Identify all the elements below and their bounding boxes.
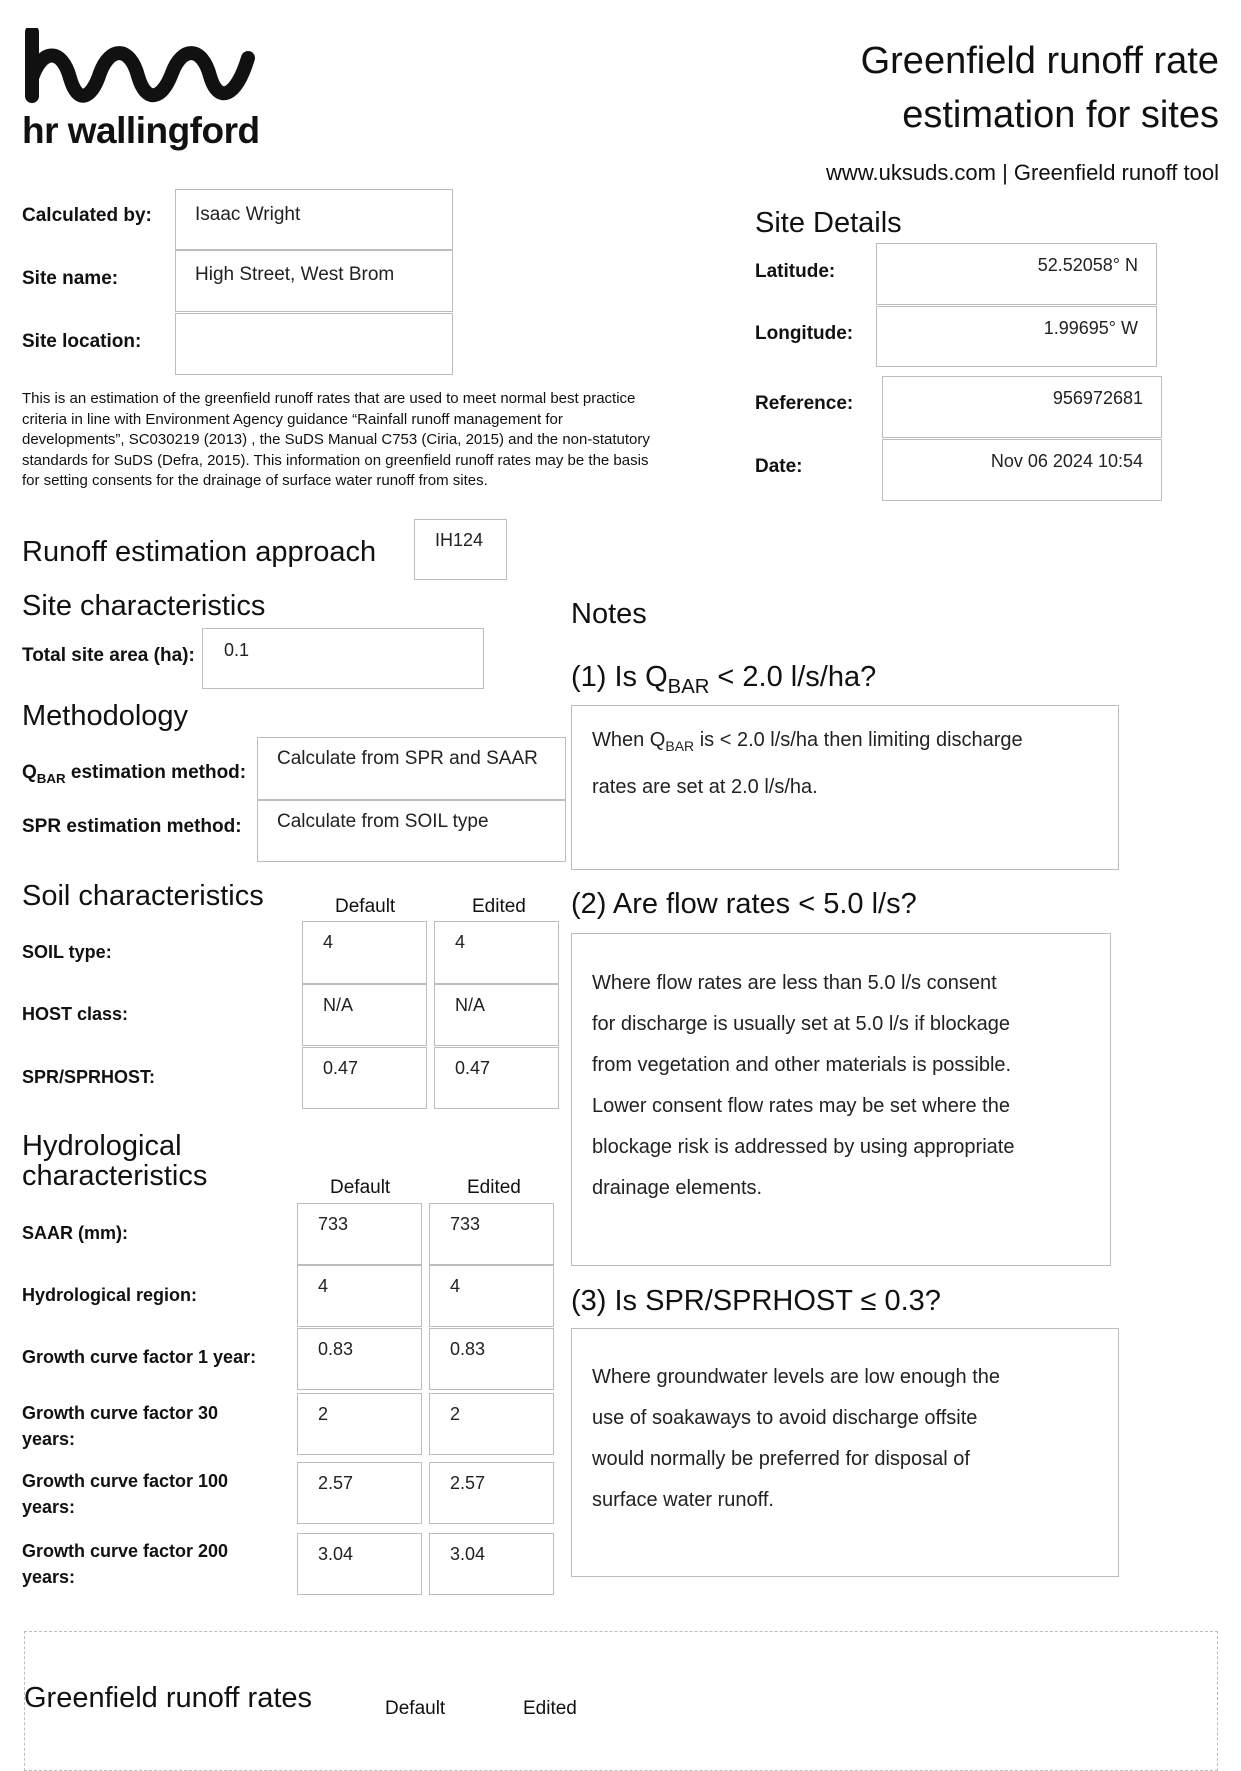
host-class-edited-value: N/A: [455, 995, 486, 1015]
disclaimer: [22, 389, 757, 492]
date-label: Date:: [755, 456, 803, 477]
soil-type-label: SOIL type:: [22, 942, 112, 962]
site-area-value: 0.1: [224, 640, 250, 660]
host-class-label: HOST class:: [22, 1004, 129, 1024]
approach-value: IH124: [435, 530, 484, 550]
host-class-default-value: N/A: [323, 995, 354, 1015]
saar-default-value: 733: [318, 1214, 349, 1234]
note3-line: Where groundwater levels are low enough the: [592, 1366, 1001, 1388]
hydro-heading-line1: Hydrological: [22, 1130, 182, 1162]
disclaimer-line: for setting consents for the drainage of surface water runoff from sites.: [22, 472, 488, 489]
soil-type-default[interactable]: [302, 921, 427, 984]
qbar-label-q: Q: [22, 762, 37, 783]
soil-edited-header: Edited: [472, 896, 526, 917]
latitude-field[interactable]: [876, 243, 1157, 305]
gcf-100-label: [22, 1468, 228, 1520]
runoff-rates-heading: Greenfield runoff rates: [24, 1682, 313, 1714]
hydro-heading-line2: characteristics: [22, 1160, 208, 1192]
gcf-200-edited[interactable]: [429, 1533, 554, 1595]
gcf-30-edited[interactable]: [429, 1393, 554, 1455]
note1-line-pre: When Q: [592, 729, 666, 751]
note1-heading: [571, 661, 876, 699]
disclaimer-line: This is an estimation of the greenfield runoff rates that are used to meet normal best practice: [22, 390, 636, 407]
note1-line: [592, 720, 1102, 767]
runoff-default-header: Default: [385, 1698, 446, 1719]
gcf-1-default[interactable]: [297, 1328, 422, 1390]
site-location-label: Site location:: [22, 331, 142, 352]
qbar-label-sub: BAR: [36, 770, 66, 786]
gcf-100-label-line1: Growth curve factor 100: [22, 1471, 229, 1491]
calculated-by-field[interactable]: [175, 189, 453, 250]
page-title-line2: estimation for sites: [902, 94, 1219, 136]
spr-method-label: SPR estimation method:: [22, 816, 242, 837]
note1-box: [571, 705, 1119, 870]
saar-label: SAAR (mm):: [22, 1223, 128, 1243]
soil-heading: Soil characteristics: [22, 880, 264, 912]
longitude-value: 1.99695° W: [1043, 318, 1138, 338]
latitude-value: 52.52058° N: [1037, 255, 1138, 275]
note2-line: Where flow rates are less than 5.0 l/s consent: [592, 972, 997, 994]
gcf-30-label-line1: Growth curve factor 30: [22, 1403, 219, 1423]
note2-heading: (2) Are flow rates < 5.0 l/s?: [571, 888, 917, 920]
hydro-region-edited[interactable]: [429, 1265, 554, 1327]
soil-type-edited[interactable]: [434, 921, 559, 984]
soil-default-header: Default: [335, 896, 396, 917]
host-class-edited[interactable]: [434, 984, 559, 1046]
gcf-200-default[interactable]: [297, 1533, 422, 1595]
methodology-heading: Methodology: [22, 700, 189, 732]
latitude-label: Latitude:: [755, 261, 836, 282]
gcf-1-edited-value: 0.83: [450, 1339, 486, 1359]
hydro-edited-header: Edited: [467, 1177, 521, 1198]
wave-logo-icon: [22, 28, 262, 104]
gcf-200-edited-value: 3.04: [450, 1544, 486, 1564]
disclaimer-line: developments”, SC030219 (2013) , the SuDS Manual C753 (Ciria, 2015) and the non-statutory: [22, 431, 650, 448]
note1-line-sub: BAR: [665, 738, 695, 754]
longitude-label: Longitude:: [755, 323, 854, 344]
gcf-100-edited-value: 2.57: [450, 1473, 486, 1493]
note2-line: Lower consent flow rates may be set where the: [592, 1095, 1010, 1117]
qbar-method-label: [22, 762, 246, 786]
hydro-default-header: Default: [330, 1177, 391, 1198]
saar-edited[interactable]: [429, 1203, 554, 1265]
spr-sprhost-default-value: 0.47: [323, 1058, 359, 1078]
longitude-field[interactable]: [876, 306, 1157, 367]
site-details-heading: Site Details: [755, 207, 902, 239]
gcf-200-label-line2: years:: [22, 1567, 76, 1587]
site-name-field[interactable]: [175, 250, 453, 312]
spr-method-field[interactable]: [257, 800, 566, 862]
note1-line: rates are set at 2.0 l/s/ha.: [592, 776, 818, 798]
note2-line: from vegetation and other materials is possible.: [592, 1054, 1012, 1076]
reference-value: 956972681: [1052, 388, 1143, 408]
note1-text: [592, 720, 1102, 808]
reference-label: Reference:: [755, 393, 854, 414]
disclaimer-line: standards for SuDS (Defra, 2015). This information on greenfield runoff rates may be the basis: [22, 451, 649, 469]
gcf-1-edited[interactable]: [429, 1328, 554, 1390]
note2-text: [592, 963, 1102, 1209]
qbar-label-post: estimation method:: [65, 762, 247, 783]
note1-heading-post: < 2.0 l/s/ha?: [709, 661, 877, 693]
saar-default[interactable]: [297, 1203, 422, 1265]
hydro-region-default[interactable]: [297, 1265, 422, 1327]
gcf-200-label: [22, 1538, 228, 1590]
note2-line: blockage risk is addressed by using appropriate: [592, 1136, 1015, 1158]
page-title-line1: Greenfield runoff rate: [860, 40, 1219, 82]
note3-line: surface water runoff.: [592, 1489, 774, 1511]
host-class-default[interactable]: [302, 984, 427, 1046]
soil-type-default-value: 4: [323, 932, 334, 952]
gcf-1-label: Growth curve factor 1 year:: [22, 1347, 257, 1367]
site-area-field[interactable]: [202, 628, 484, 689]
site-location-field[interactable]: [175, 313, 453, 375]
hydro-region-label: Hydrological region:: [22, 1285, 198, 1305]
hydro-region-edited-value: 4: [450, 1276, 461, 1296]
site-area-label: Total site area (ha):: [22, 645, 195, 666]
gcf-30-label: [22, 1400, 218, 1452]
note3-box: [571, 1328, 1119, 1577]
qbar-method-field[interactable]: [257, 737, 566, 800]
gcf-200-default-value: 3.04: [318, 1544, 354, 1564]
gcf-200-label-line1: Growth curve factor 200: [22, 1541, 229, 1561]
spr-sprhost-default[interactable]: [302, 1047, 427, 1109]
date-field[interactable]: [882, 439, 1162, 501]
site-name-label: Site name:: [22, 268, 119, 289]
brand-name: hr wallingford: [22, 110, 260, 151]
note1-heading-sub: BAR: [667, 675, 710, 698]
reference-field[interactable]: [882, 376, 1162, 438]
calculated-by-label: Calculated by:: [22, 205, 152, 226]
saar-edited-value: 733: [450, 1214, 481, 1234]
spr-sprhost-edited[interactable]: [434, 1047, 559, 1109]
hydro-region-default-value: 4: [318, 1276, 329, 1296]
note2-box: [571, 933, 1111, 1266]
note3-line: use of soakaways to avoid discharge offsite: [592, 1407, 978, 1429]
gcf-1-default-value: 0.83: [318, 1339, 354, 1359]
note3-line: would normally be preferred for disposal of: [592, 1448, 970, 1470]
note1-heading-pre: (1) Is Q: [571, 661, 668, 693]
note3-heading: (3) Is SPR/SPRHOST ≤ 0.3?: [571, 1285, 941, 1317]
spr-method-value: Calculate from SOIL type: [277, 811, 489, 832]
note2-line: drainage elements.: [592, 1177, 763, 1199]
gcf-30-label-line2: years:: [22, 1429, 76, 1449]
site-name-value: High Street, West Brom: [195, 264, 395, 285]
note3-text: [592, 1357, 1102, 1521]
gcf-30-default-value: 2: [318, 1404, 329, 1424]
note2-line: for discharge is usually set at 5.0 l/s if blockage: [592, 1013, 1010, 1035]
note1-line-post: is < 2.0 l/s/ha then limiting discharge: [694, 729, 1023, 751]
disclaimer-line: criteria in line with Environment Agency guidance “Rainfall runoff management for: [22, 410, 563, 428]
runoff-edited-header: Edited: [523, 1698, 577, 1719]
approach-label: Runoff estimation approach: [22, 536, 377, 568]
page-subtitle: www.uksuds.com | Greenfield runoff tool: [826, 160, 1219, 185]
site-characteristics-heading: Site characteristics: [22, 590, 266, 622]
approach-field[interactable]: [414, 519, 507, 580]
gcf-100-edited[interactable]: [429, 1462, 554, 1524]
notes-heading: Notes: [571, 598, 647, 630]
gcf-100-default[interactable]: [297, 1462, 422, 1524]
gcf-30-edited-value: 2: [450, 1404, 461, 1424]
spr-sprhost-edited-value: 0.47: [455, 1058, 491, 1078]
gcf-100-default-value: 2.57: [318, 1473, 354, 1493]
date-value: Nov 06 2024 10:54: [990, 451, 1143, 471]
qbar-method-value: Calculate from SPR and SAAR: [277, 748, 538, 769]
gcf-30-default[interactable]: [297, 1393, 422, 1455]
spr-sprhost-label: SPR/SPRHOST:: [22, 1067, 156, 1087]
soil-type-edited-value: 4: [455, 932, 466, 952]
calculated-by-value: Isaac Wright: [195, 204, 301, 225]
gcf-100-label-line2: years:: [22, 1497, 76, 1517]
